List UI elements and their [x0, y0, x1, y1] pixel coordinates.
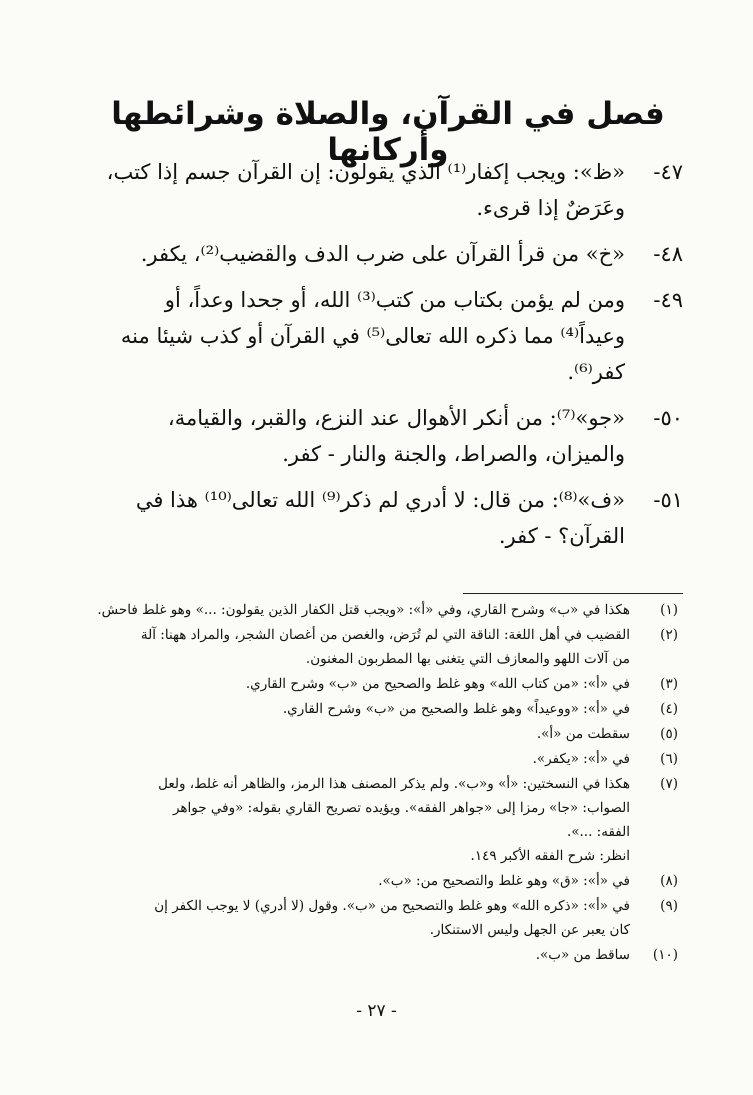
text-line: القرآن؟ - كفر.	[498, 524, 625, 548]
text-line: «جو»⁽⁷⁾: من أنكر الأهوال عند النزع، والقبر، والقيامة،	[167, 406, 625, 430]
text-line: في «أ»: «ذكره الله» وهو غلط والتصحيح من «ب». وقول (لا أدري) لا يوجب الكفر إن	[154, 898, 630, 914]
footnote-text	[73, 598, 630, 622]
entry-number: ٥٠-	[653, 406, 683, 430]
footnote-number: (٦)	[660, 751, 678, 767]
footnote-1	[73, 598, 678, 622]
text-line: هكذا في النسختين: «أ» و«ب». ولم يذكر المصنف هذا الرمز، والظاهر أنه غلط، ولعل	[158, 776, 630, 792]
footnote-text	[73, 943, 630, 967]
footnote-9	[73, 894, 678, 942]
footnote-4	[73, 697, 678, 721]
text-line: هكذا في «ب» وشرح القاري، وفي «أ»: «ويجب قتل الكفار الذين يقولون: ...» وهو غلط فاحش.	[97, 602, 630, 618]
text-line: في «أ»: «ق» وهو غلط والتصحيح من: «ب».	[378, 873, 630, 889]
entry-text	[63, 482, 625, 554]
text-line: وعيداً⁽⁴⁾ مما ذكره الله تعالى⁽⁵⁾ في القرآن أو كذب شيئا منه	[120, 324, 625, 348]
text-line: كان يعبر عن الجهل وليس الاستنكار.	[429, 922, 630, 938]
text-line: والميزان، والصراط، والجنة والنار - كفر.	[282, 442, 625, 466]
entry-text	[63, 282, 625, 390]
footnote-text	[73, 672, 630, 696]
entry-text	[63, 236, 625, 272]
footnote-text	[73, 747, 630, 771]
entry-50	[63, 400, 683, 472]
page-number: - ٢٧ -	[356, 1001, 397, 1021]
footnote-text	[73, 722, 630, 746]
entry-51	[63, 482, 683, 554]
chapter-title: فصل في القرآن، والصلاة وشرائطها وأركانها	[111, 96, 665, 168]
text-line: في «أ»: «من كتاب الله» وهو غلط والصحيح من «ب» وشرح القاري.	[245, 676, 630, 692]
text-line: من آلات اللهو والمعازف التي يتغنى بها المطربون المغنون.	[305, 651, 630, 667]
footnote-8	[73, 869, 678, 893]
text-line: الصواب: «جا» رمزا إلى «جواهر الفقه». ويؤيده تصريح القاري بقوله: «وفي جواهر	[172, 800, 630, 816]
text-line: الفقه: ...».	[566, 824, 630, 840]
text-line: وعَرَضٌ إذا قرىء.	[476, 196, 625, 220]
footnote-separator	[463, 593, 683, 594]
text-line: القضيب في أهل اللغة: الناقة التي لم تُرَض، والغصن من أغصان الشجر، والمراد ههنا: آلة	[140, 627, 630, 643]
footnote-number: (١)	[660, 602, 678, 618]
entry-number: ٥١-	[653, 488, 683, 512]
footnote-number: (٥)	[660, 726, 678, 742]
entry-number: ٤٨-	[653, 242, 683, 266]
footnote-text	[73, 697, 630, 721]
footnote-3	[73, 672, 678, 696]
footnote-text	[73, 772, 630, 868]
footnote-number: (٨)	[660, 873, 678, 889]
entry-text	[63, 400, 625, 472]
footnote-7	[73, 772, 678, 868]
entry-text	[63, 154, 625, 226]
footnote-text	[73, 869, 630, 893]
footnote-number: (١٠)	[652, 947, 678, 963]
footnote-text	[73, 894, 630, 942]
entry-number: ٤٩-	[653, 288, 683, 312]
entry-47	[63, 154, 683, 226]
footnote-5	[73, 722, 678, 746]
footnote-10	[73, 943, 678, 967]
text-line: «ف»⁽⁸⁾: من قال: لا أدري لم ذكر⁽⁹⁾ الله تعالى⁽¹⁰⁾ هذا في	[135, 488, 625, 512]
text-line: «ظ»: ويجب إكفار⁽¹⁾ الذي يقولون: إن القرآن جسم إذا كتب،	[106, 160, 625, 184]
footnote-6	[73, 747, 678, 771]
entry-49	[63, 282, 683, 390]
text-line: في «أ»: «يكفر».	[532, 751, 630, 767]
footnotes-list	[73, 598, 678, 968]
text-line: ساقط من «ب».	[535, 947, 630, 963]
footnote-2	[73, 623, 678, 671]
text-line: ومن لم يؤمن بكتاب من كتب⁽³⁾ الله، أو جحدا وعداً، أو	[164, 288, 625, 312]
text-line: سقطت من «أ».	[536, 726, 630, 742]
entry-number: ٤٧-	[653, 160, 683, 184]
entry-48	[63, 236, 683, 272]
text-line: انظر: شرح الفقه الأكبر ١٤٩.	[470, 848, 630, 864]
footnote-number: (٢)	[660, 627, 678, 643]
footnote-number: (٧)	[660, 776, 678, 792]
entries-list	[63, 154, 683, 564]
text-line: في «أ»: «ووعيداً» وهو غلط والصحيح من «ب» وشرح القاري.	[282, 701, 630, 717]
text-line: كفر⁽⁶⁾.	[567, 360, 625, 384]
footnote-text	[73, 623, 630, 671]
footnote-number: (٤)	[660, 701, 678, 717]
text-line: «خ» من قرأ القرآن على ضرب الدف والقضيب⁽²⁾، يكفر.	[140, 242, 625, 266]
footnote-number: (٣)	[660, 676, 678, 692]
footnote-number: (٩)	[660, 898, 678, 914]
